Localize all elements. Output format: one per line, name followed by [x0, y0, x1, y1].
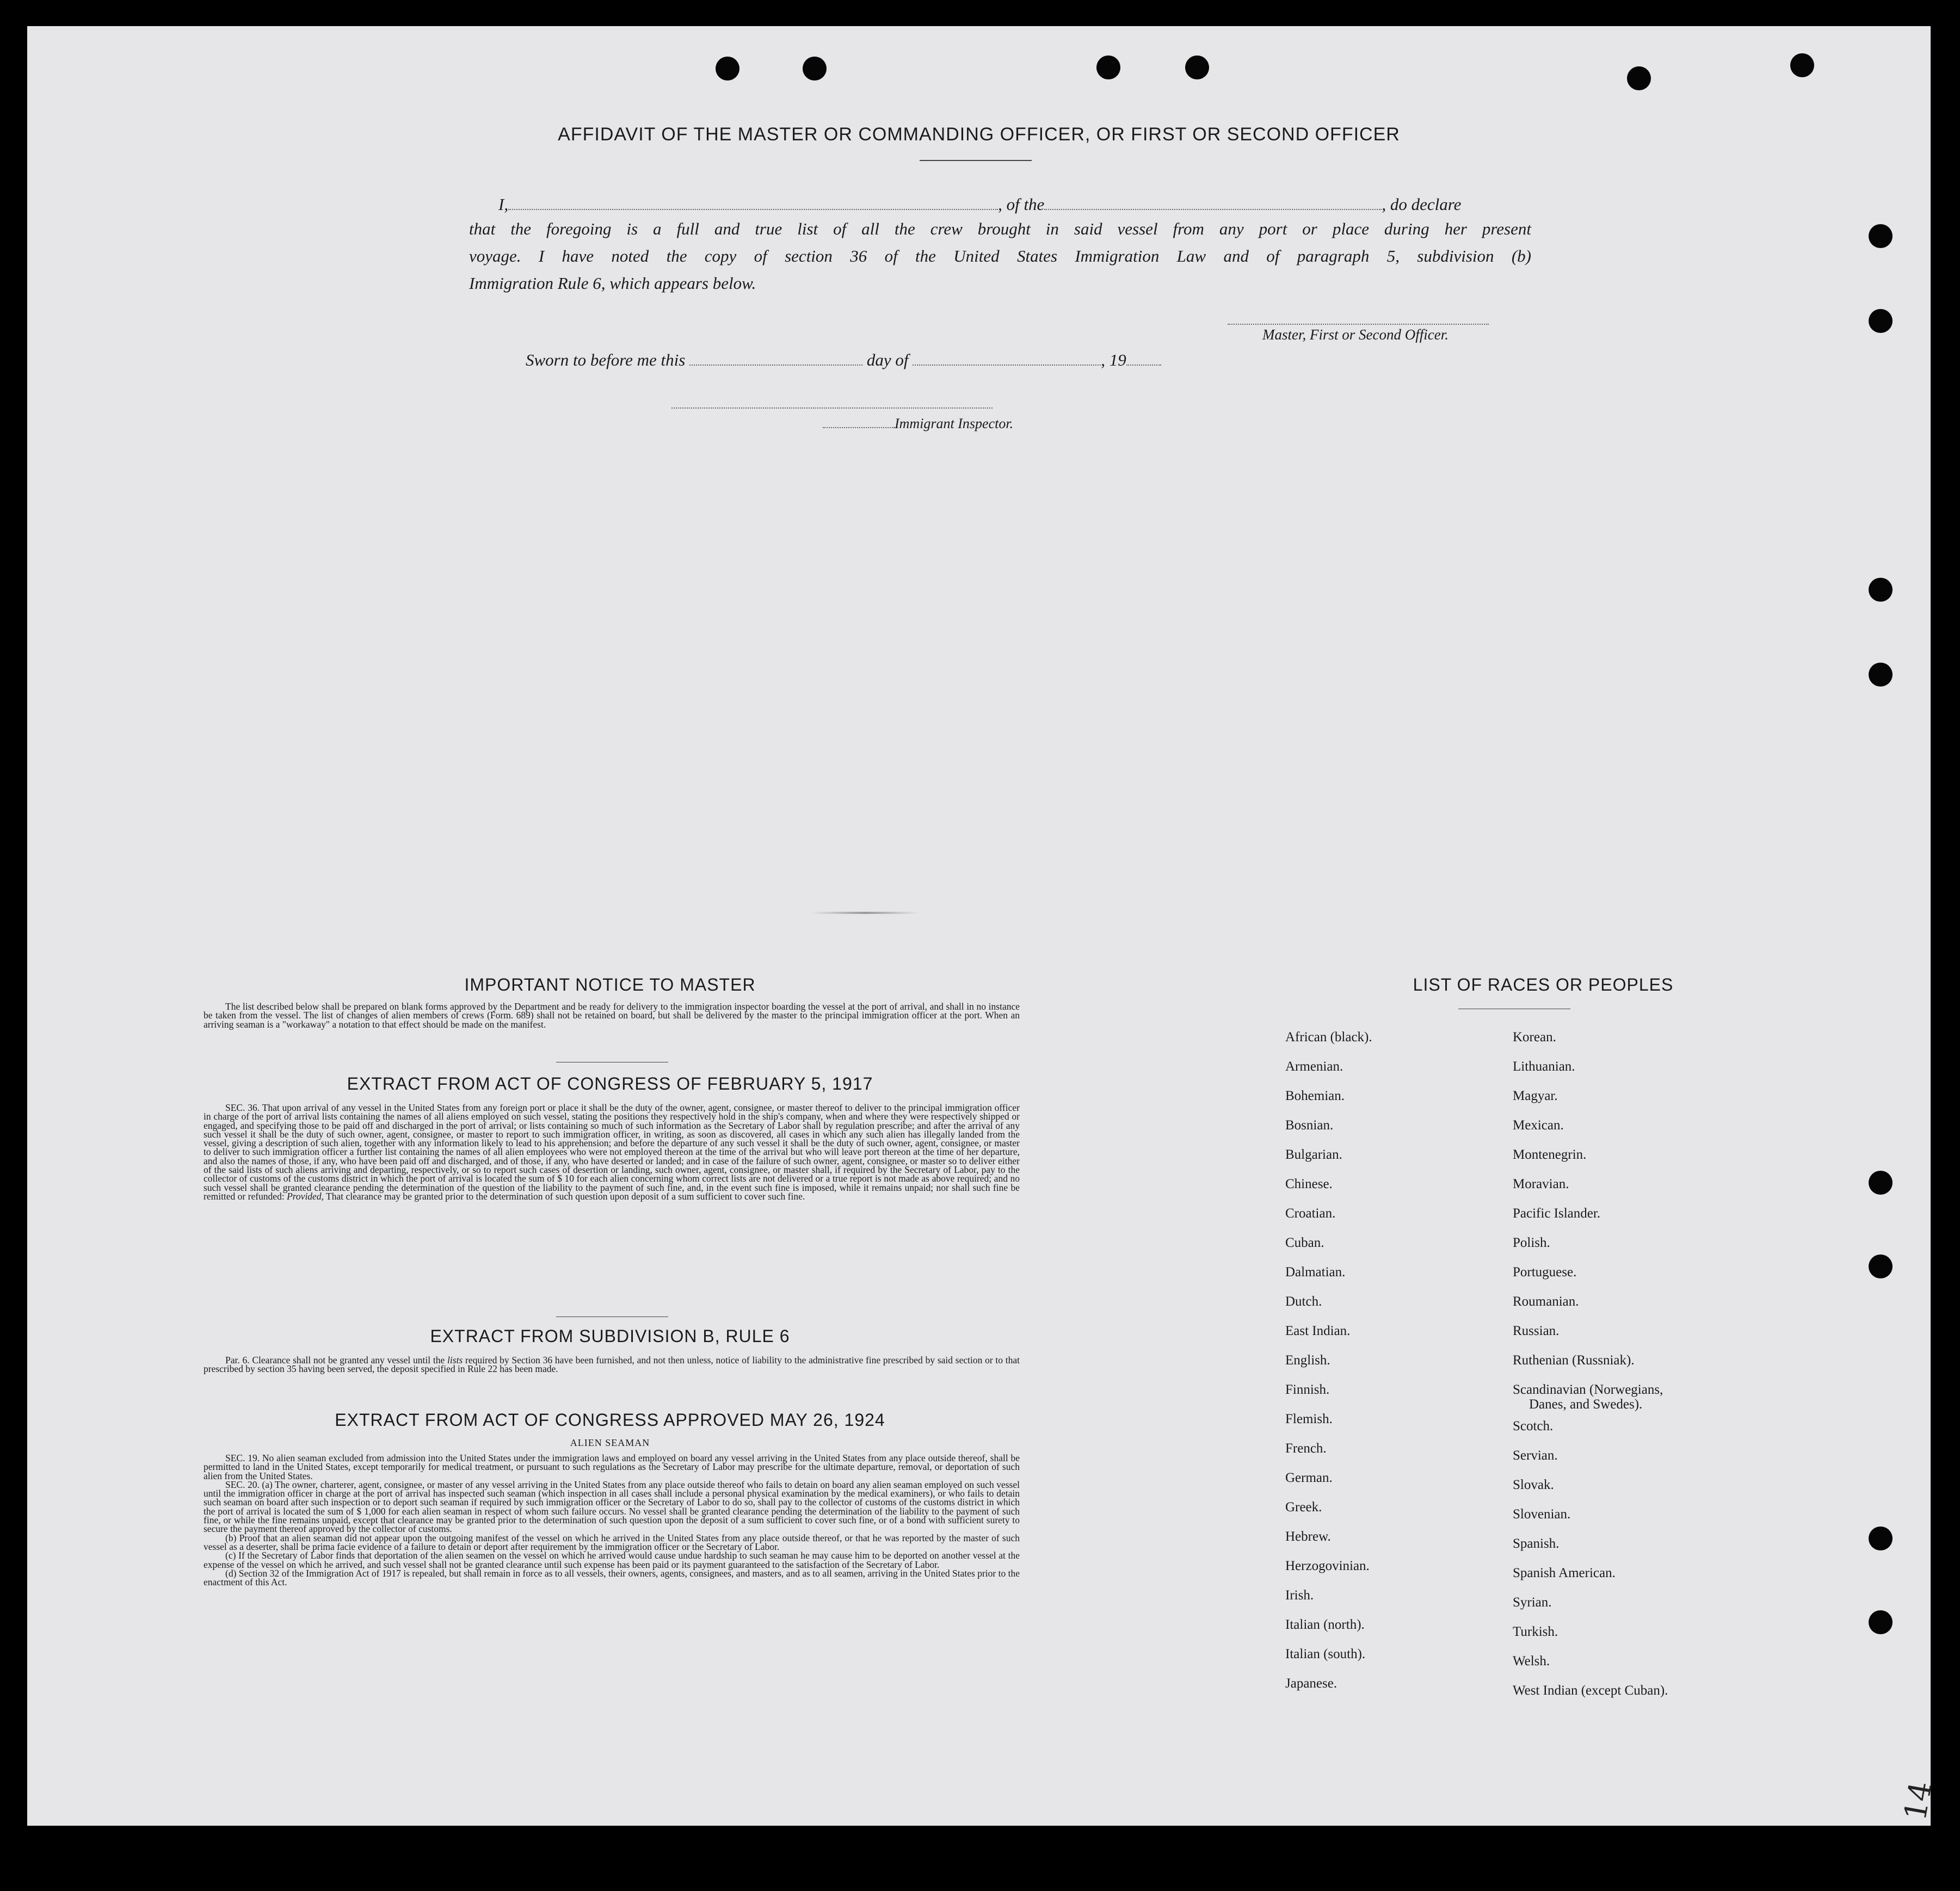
extract-1917-title: EXTRACT FROM ACT OF CONGRESS OF FEBRUARY 5, 1917	[347, 1074, 873, 1093]
race-item: Flemish.	[1285, 1412, 1333, 1426]
sworn-year-blank	[1126, 364, 1161, 366]
race-item: Servian.	[1513, 1448, 1558, 1463]
punch-hole	[1869, 1527, 1893, 1550]
races-title: LIST OF RACES OR PEOPLES	[1413, 975, 1674, 994]
affidavit-statement-line: voyage. I have noted the copy of section 36 of the United States Immigration Law and of paragraph 5, subdivision (b)	[469, 246, 1531, 265]
extract-1924-paragraph: SEC. 19. No alien seaman excluded from admission into the United States under the immigration laws and employed on board any vessel arriving in the United States from any place outside thereof, shall be permitted to land in the United States, except temporarily for medical treatment, or pursuant to such regulations as the Secretary of Labor may prescribe for the ultimate departure, removal, or deportation of such alien from the United States.	[204, 1453, 1020, 1481]
sworn-prefix: Sworn to before me this	[526, 350, 686, 369]
provided-word: Provided,	[287, 1190, 324, 1202]
extract-1924-paragraph: (b) Proof that an alien seaman did not appear upon the outgoing manifest of the vessel on which he arrived in the United States from any place outside thereof, or that he was reported by the master of such vessel as a deserter, shall be prima facie evidence of a failure to detain or deport after requirement by the immigration officer or the Secretary of Labor.	[204, 1532, 1020, 1552]
extract-rule6-block	[204, 1356, 1020, 1374]
race-item: East Indian.	[1285, 1324, 1351, 1338]
punch-hole	[1869, 1255, 1893, 1278]
race-item: Slovak.	[1513, 1478, 1554, 1492]
punch-hole	[716, 57, 739, 81]
punch-hole	[1096, 55, 1120, 79]
affidavit-declare-label: , do declare	[1382, 195, 1462, 214]
punch-hole	[1869, 309, 1893, 333]
race-item: Cuban.	[1285, 1235, 1324, 1250]
extract-1924-paragraph: (c) If the Secretary of Labor finds that deportation of the alien seamen on the vessel on which he arrived would cause undue hardship to such seaman he may cause him to be deported on another vessel at the expense of the vessel on which he arrived, and such vessel shall not be granted clearance until such expense has been paid or its payment guaranteed to the satisfaction of the Secretary of Labor.	[204, 1550, 1020, 1570]
inspector-name-blank	[823, 427, 895, 428]
race-item: Magyar.	[1513, 1089, 1558, 1103]
race-item: Welsh.	[1513, 1654, 1550, 1668]
extract-1917-block	[204, 1103, 1020, 1201]
affidavit-of-the-label: , of the	[998, 195, 1045, 214]
affidavit-title: AFFIDAVIT OF THE MASTER OR COMMANDING OFFICER, OR FIRST OR SECOND OFFICER	[558, 124, 1400, 145]
races-column-2	[1513, 1023, 1668, 1705]
extract-1924-title: EXTRACT FROM ACT OF CONGRESS APPROVED MAY 26, 1924	[335, 1410, 885, 1430]
races-column-1	[1285, 1023, 1372, 1698]
race-item: Greek.	[1285, 1500, 1322, 1515]
race-item: Pacific Islander.	[1513, 1206, 1601, 1221]
race-item: Polish.	[1513, 1235, 1550, 1250]
extract-1924-subtitle: ALIEN SEAMAN	[570, 1437, 650, 1448]
race-item-continuation: Danes, and Swedes).	[1529, 1397, 1643, 1412]
extract-1917-body: SEC. 36. That upon arrival of any vessel in the United States from any foreign port or place it shall be the duty of the owner, agent, consignee, or master thereof to deliver to the principal immigration officer in charge of the port of arrival lists containing the names of all aliens employed on such vessel, stating the positions they respectively hold in the ship's company, when and where they were respectively shipped or engaged, and specifying those to be paid off and discharged in the port of arrival; or lists containing so much of such information as the Secretary of Labor shall by regulation prescribe; and after the arrival of any such vessel it shall be the duty of such owner, agent, consignee, or master to report to such immigration officer, in writing, as soon as discovered, all cases in which any such alien has illegally landed from the vessel, giving a description of such alien, together with any information likely to lead to his apprehension; and before the departure of any such vessel it shall be the duty of such owner, agent, consignee, or master to deliver to such immigration officer a further list containing the names of all alien employees who were not employed thereon at the time of the arrival but who will leave port thereon at the time of her departure, and also the names of those, if any, who have been paid off and discharged, and of those, if any, who have deserted or landed; and in case of the failure of such owner, agent, consignee, or master so to deliver either of the said lists of such aliens arriving and departing, respectively, or so to report such cases of desertion or landing, such owner, agent, consignee, or master shall, if required by the Secretary of Labor, pay to the collector of customs of the customs district in which the port of arrival is located the sum of $ 10 for each alien concerning whom correct lists are not delivered or a true report is not made as above required; and no such vessel shall be granted clearance pending the determination of the question of the liability to the payment of such fine, and, in the event such fine is imposed, while it remains unpaid; nor shall such fine be remitted or refunded:	[204, 1102, 1020, 1202]
race-item: Italian (north).	[1285, 1617, 1365, 1632]
race-item: Scotch.	[1513, 1419, 1554, 1433]
punch-hole	[1627, 66, 1651, 90]
race-item: Croatian.	[1285, 1206, 1336, 1221]
punch-hole	[803, 57, 827, 81]
notice-text: The list described below shall be prepared on blank forms approved by the Department and be ready for delivery to the immigration inspector boarding the vessel at the port of arrival, and shall in no instance be taken from the vessel. The list of changes of alien members of crews (Form. 689) shall not be retained on board, but shall be delivered by the master to the principal immigration officer at the port. When an arriving seaman is a "workaway" a notation to that effect should be made on the manifest.	[204, 1001, 1020, 1030]
punch-hole	[1790, 53, 1814, 77]
inspector-label-line	[823, 416, 1013, 432]
punch-hole	[1869, 663, 1893, 687]
stray-mark	[811, 912, 920, 914]
extract-rule6-start: Par. 6. Clearance shall not be granted any vessel until the	[225, 1355, 445, 1365]
affidavit-first-line	[498, 195, 1461, 214]
race-item: Turkish.	[1513, 1624, 1558, 1639]
inspector-label: Immigrant Inspector.	[895, 416, 1014, 431]
affidavit-statement	[469, 215, 1531, 297]
extract-1917-end: That clearance may be granted prior to the determination of such question upon deposit of a sum sufficient to cover such fine.	[326, 1190, 805, 1202]
race-item: Spanish.	[1513, 1536, 1560, 1551]
affidavit-statement-line: Immigration Rule 6, which appears below.	[469, 274, 756, 293]
extract-1924-block	[204, 1454, 1020, 1586]
race-item: West Indian (except Cuban).	[1513, 1683, 1668, 1698]
race-item: Chinese.	[1285, 1177, 1333, 1191]
extract-rule6-text	[204, 1356, 1020, 1374]
extract-1917-text	[204, 1103, 1020, 1201]
vessel-blank	[1044, 208, 1382, 210]
document-page	[27, 26, 1939, 1826]
lists-word: lists	[447, 1355, 463, 1365]
race-item: German.	[1285, 1470, 1333, 1485]
race-item: African (black).	[1285, 1030, 1372, 1045]
race-item: Moravian.	[1513, 1177, 1569, 1191]
sworn-year-prefix: , 19	[1101, 350, 1126, 369]
race-item: Ruthenian (Russniak).	[1513, 1353, 1635, 1368]
race-item: Scandinavian (Norwegians,	[1513, 1382, 1663, 1397]
race-item: Finnish.	[1285, 1382, 1330, 1397]
race-item: English.	[1285, 1353, 1330, 1368]
race-item: Spanish American.	[1513, 1566, 1616, 1580]
race-item: Lithuanian.	[1513, 1059, 1575, 1074]
sworn-line	[526, 350, 1161, 370]
race-item: Slovenian.	[1513, 1507, 1571, 1522]
race-item: Bosnian.	[1285, 1118, 1334, 1133]
notice-title: IMPORTANT NOTICE TO MASTER	[464, 975, 756, 994]
race-item: Armenian.	[1285, 1059, 1343, 1074]
race-item: Syrian.	[1513, 1595, 1552, 1610]
notice-text-block	[204, 1002, 1020, 1029]
margin-note: 14	[1897, 1778, 1939, 1824]
race-item: Russian.	[1513, 1324, 1560, 1338]
race-item: Bohemian.	[1285, 1089, 1345, 1103]
race-item: Irish.	[1285, 1588, 1314, 1603]
race-item: Portuguese.	[1513, 1265, 1577, 1280]
inspector-signature-line	[671, 407, 993, 409]
sworn-day-blank	[689, 364, 862, 366]
race-item: Hebrew.	[1285, 1529, 1331, 1544]
affidavit-i-label: I,	[498, 195, 509, 214]
race-item: Montenegrin.	[1513, 1147, 1587, 1162]
extract-1924-paragraph: (d) Section 32 of the Immigration Act of 1917 is repealed, but shall remain in force as to all vessels, their owners, agents, consignees, and masters, and as to all seamen, arriving in the United States prior to the enactment of this Act.	[204, 1567, 1020, 1588]
punch-hole	[1869, 1610, 1893, 1634]
sworn-month-blank	[913, 364, 1101, 366]
punch-hole	[1869, 1171, 1893, 1195]
race-item: Bulgarian.	[1285, 1147, 1342, 1162]
race-item: Dutch.	[1285, 1294, 1322, 1309]
extract-1924-paragraph: SEC. 20. (a) The owner, charterer, agent, consignee, or master of any vessel arriving in the United States from any place outside thereof who fails to detain on board any alien seaman employed on such vessel until the immigration officer in charge at the port of arrival has inspected such seaman (which inspection in all cases shall include a personal physical examination by the medical examiners), or who fails to detain such seaman on board after such inspection or to deport such seaman if required by such immigration officer or the Secretary of Labor to do so, shall pay to the collector of customs of the customs district in which the port of arrival is located the sum of $ 1,000 for each alien seaman in respect of whom such failure occurs. No vessel shall be granted clearance pending the determination of the liability to the payment of such fine, or while the fine remains unpaid, except that clearance may be granted prior to the determination of such question upon the deposit of a sum sufficient to cover such fine, or of a bond with sufficient surety to secure the payment thereof approved by the collector of customs.	[204, 1479, 1020, 1535]
name-blank	[508, 208, 998, 210]
race-item: Italian (south).	[1285, 1647, 1366, 1661]
master-signature-line	[1228, 323, 1489, 325]
race-item: French.	[1285, 1441, 1327, 1456]
extract-rule6-title: EXTRACT FROM SUBDIVISION B, RULE 6	[430, 1326, 790, 1346]
race-item: Korean.	[1513, 1030, 1556, 1045]
race-item: Herzogovinian.	[1285, 1559, 1370, 1573]
extract-rule6-end: required by Section 36 have been furnished, and not then unless, notice of liability to the administrative fine prescribed by said section or to that prescribed by section 35 having been served, the deposit specified in Rule 22 has been made.	[204, 1355, 1020, 1375]
race-item: Mexican.	[1513, 1118, 1564, 1133]
master-signature-label: Master, First or Second Officer.	[1262, 326, 1449, 343]
race-item: Dalmatian.	[1285, 1265, 1346, 1280]
affidavit-statement-line: that the foregoing is a full and true list of all the crew brought in said vessel from any port or place during her present	[469, 219, 1531, 238]
affidavit-title-rule	[920, 160, 1032, 161]
punch-hole	[1869, 578, 1893, 602]
punch-hole	[1185, 55, 1209, 79]
sworn-day-of: day of	[866, 350, 909, 369]
punch-hole	[1869, 224, 1893, 248]
race-item: Roumanian.	[1513, 1294, 1579, 1309]
race-item: Japanese.	[1285, 1676, 1338, 1691]
